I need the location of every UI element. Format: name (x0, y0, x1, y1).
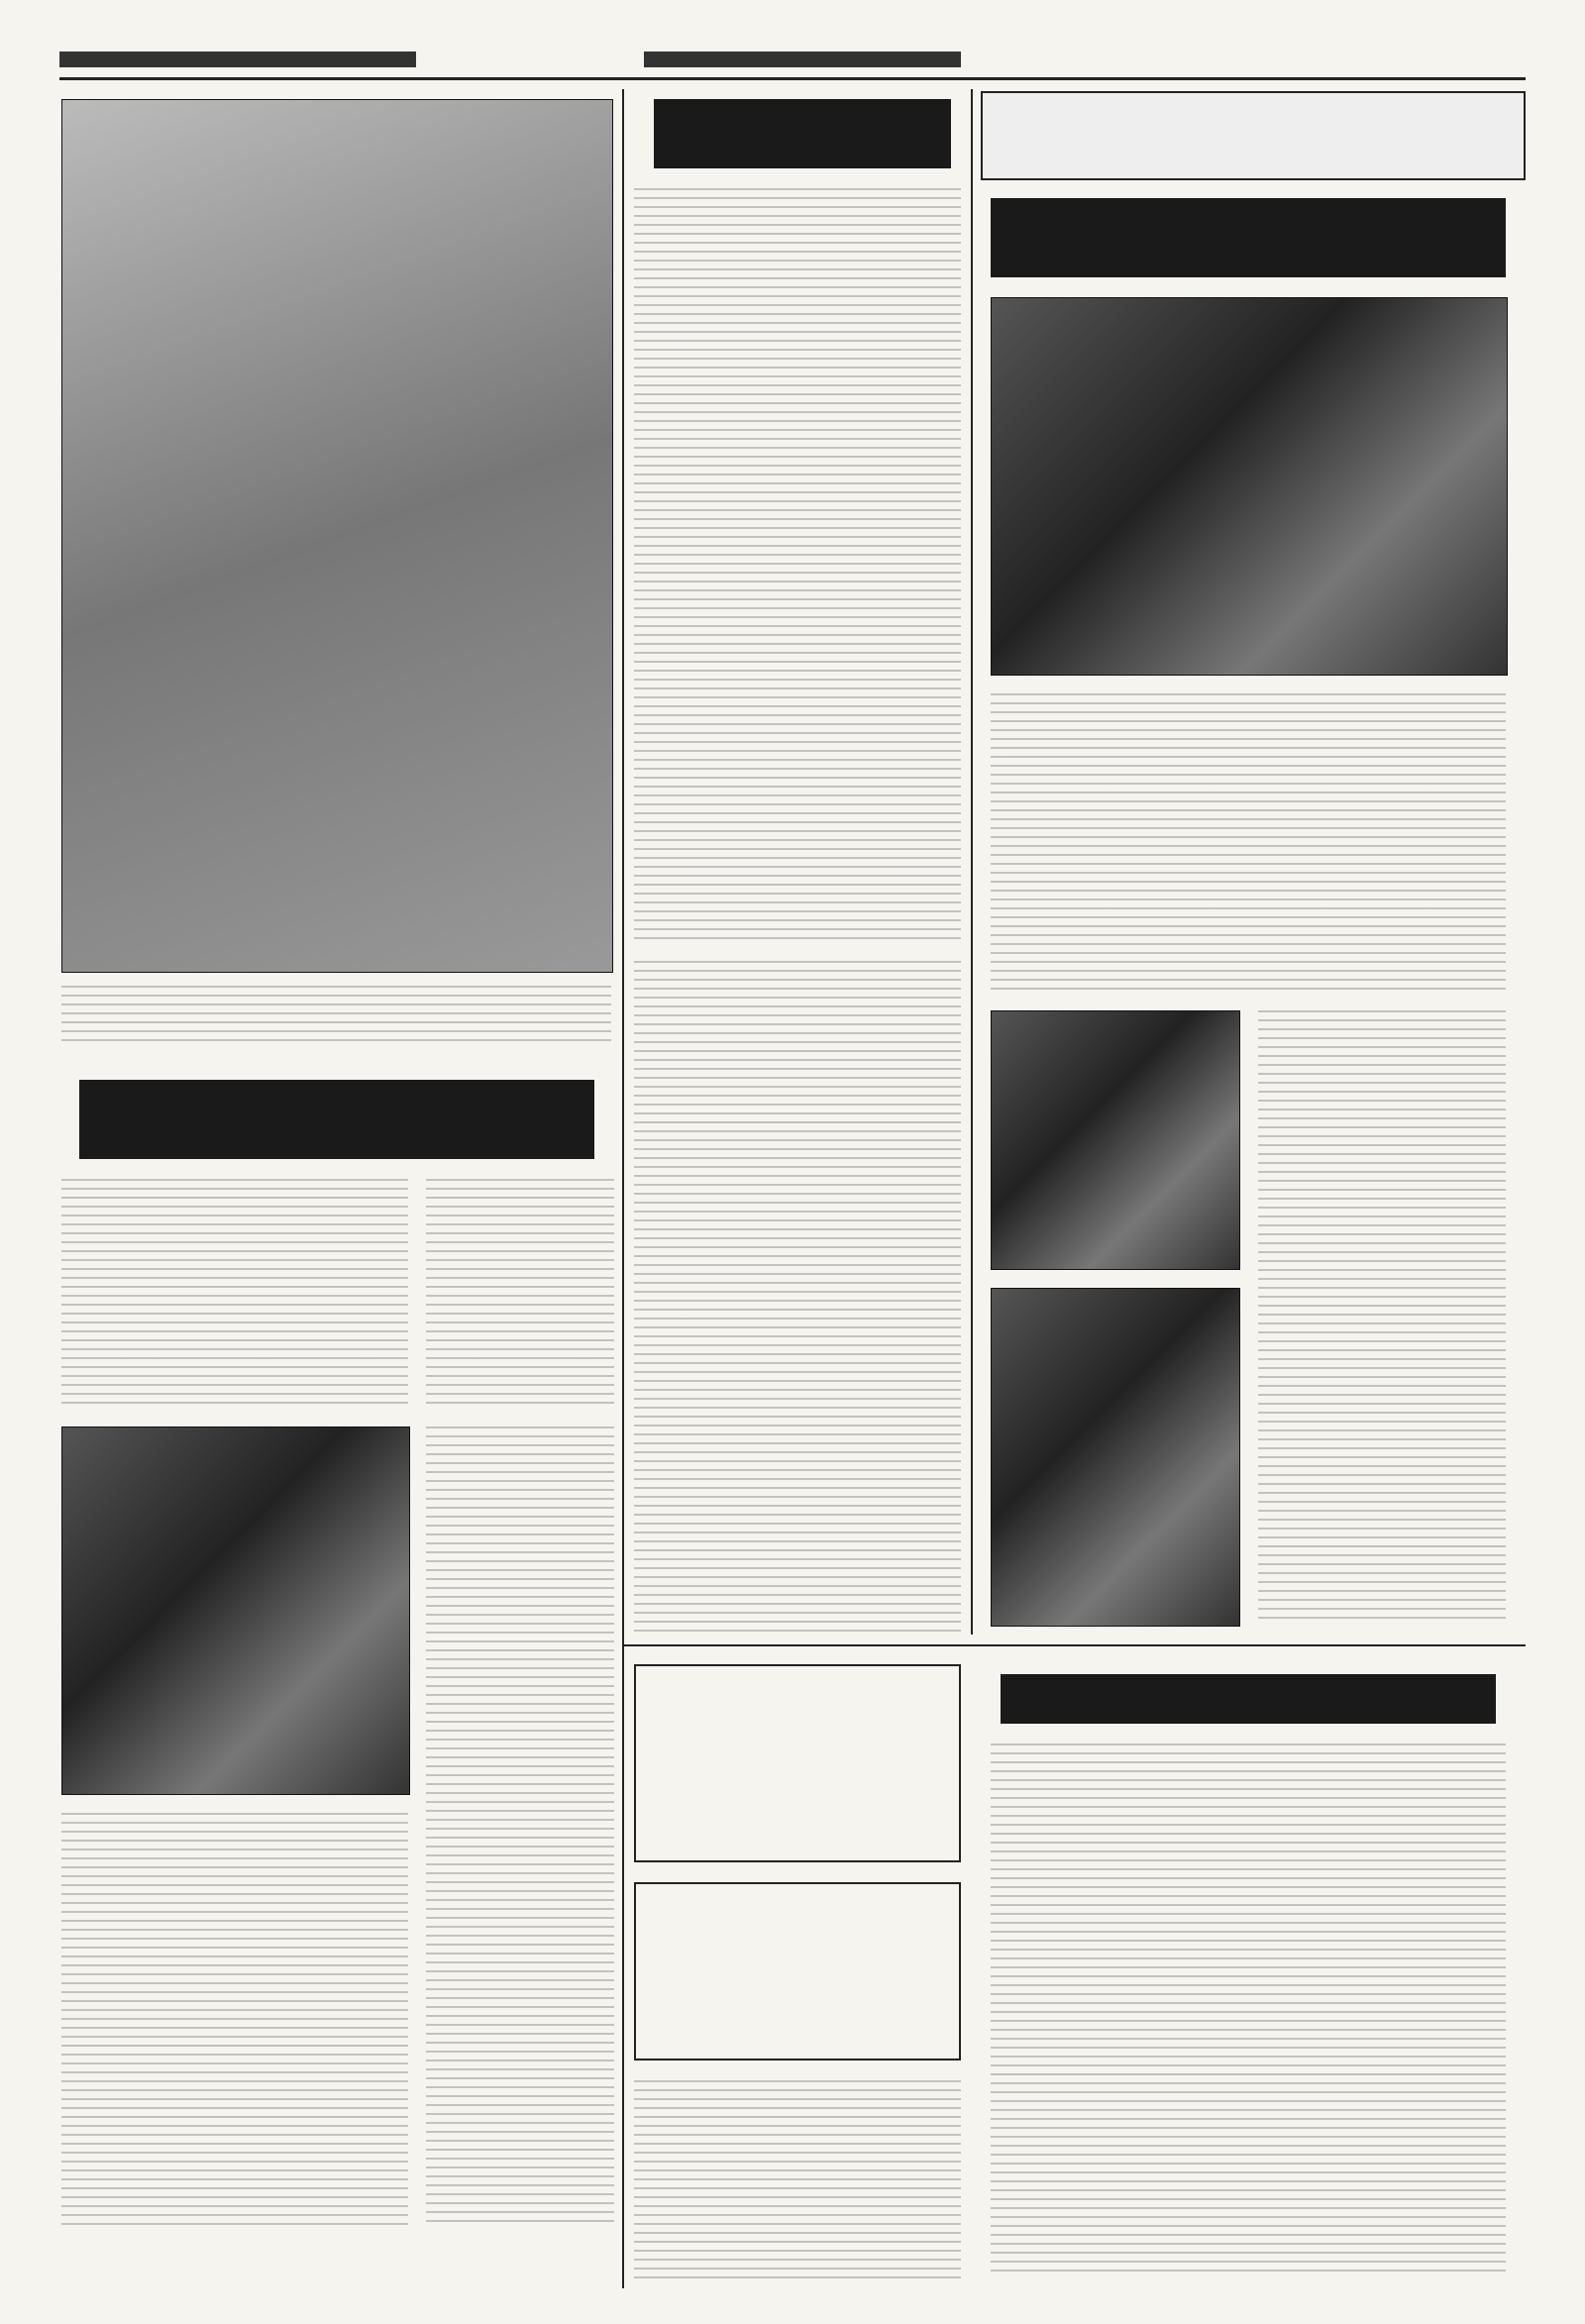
ad-block (634, 1664, 961, 1862)
article-text (634, 188, 961, 941)
article-text (634, 961, 961, 1635)
article-text (426, 1179, 614, 1407)
article-text (61, 1813, 408, 2229)
article-text (426, 1426, 614, 2229)
caption-block (61, 986, 611, 1045)
article-text (991, 1743, 1506, 2278)
match-photo (991, 297, 1508, 676)
sports-masthead (981, 91, 1526, 180)
article-text (991, 693, 1506, 991)
team-photo (991, 1010, 1240, 1270)
building-photo (61, 1426, 410, 1795)
headline-block (991, 198, 1506, 277)
article-text (61, 1179, 408, 1407)
masthead-left (59, 52, 416, 67)
article-text (1258, 1010, 1506, 1625)
headline-block (79, 1080, 594, 1159)
masthead-center (644, 52, 961, 67)
lake-photo (61, 99, 613, 973)
ad-block (634, 1882, 961, 2060)
column-divider (971, 89, 973, 1635)
top-rule (59, 77, 1526, 80)
column-divider (622, 89, 624, 2288)
headline-block (654, 99, 951, 168)
article-text (634, 2080, 961, 2278)
basketball-photo (991, 1288, 1240, 1627)
headline-block (1001, 1674, 1496, 1724)
section-rule (624, 1644, 1526, 1646)
